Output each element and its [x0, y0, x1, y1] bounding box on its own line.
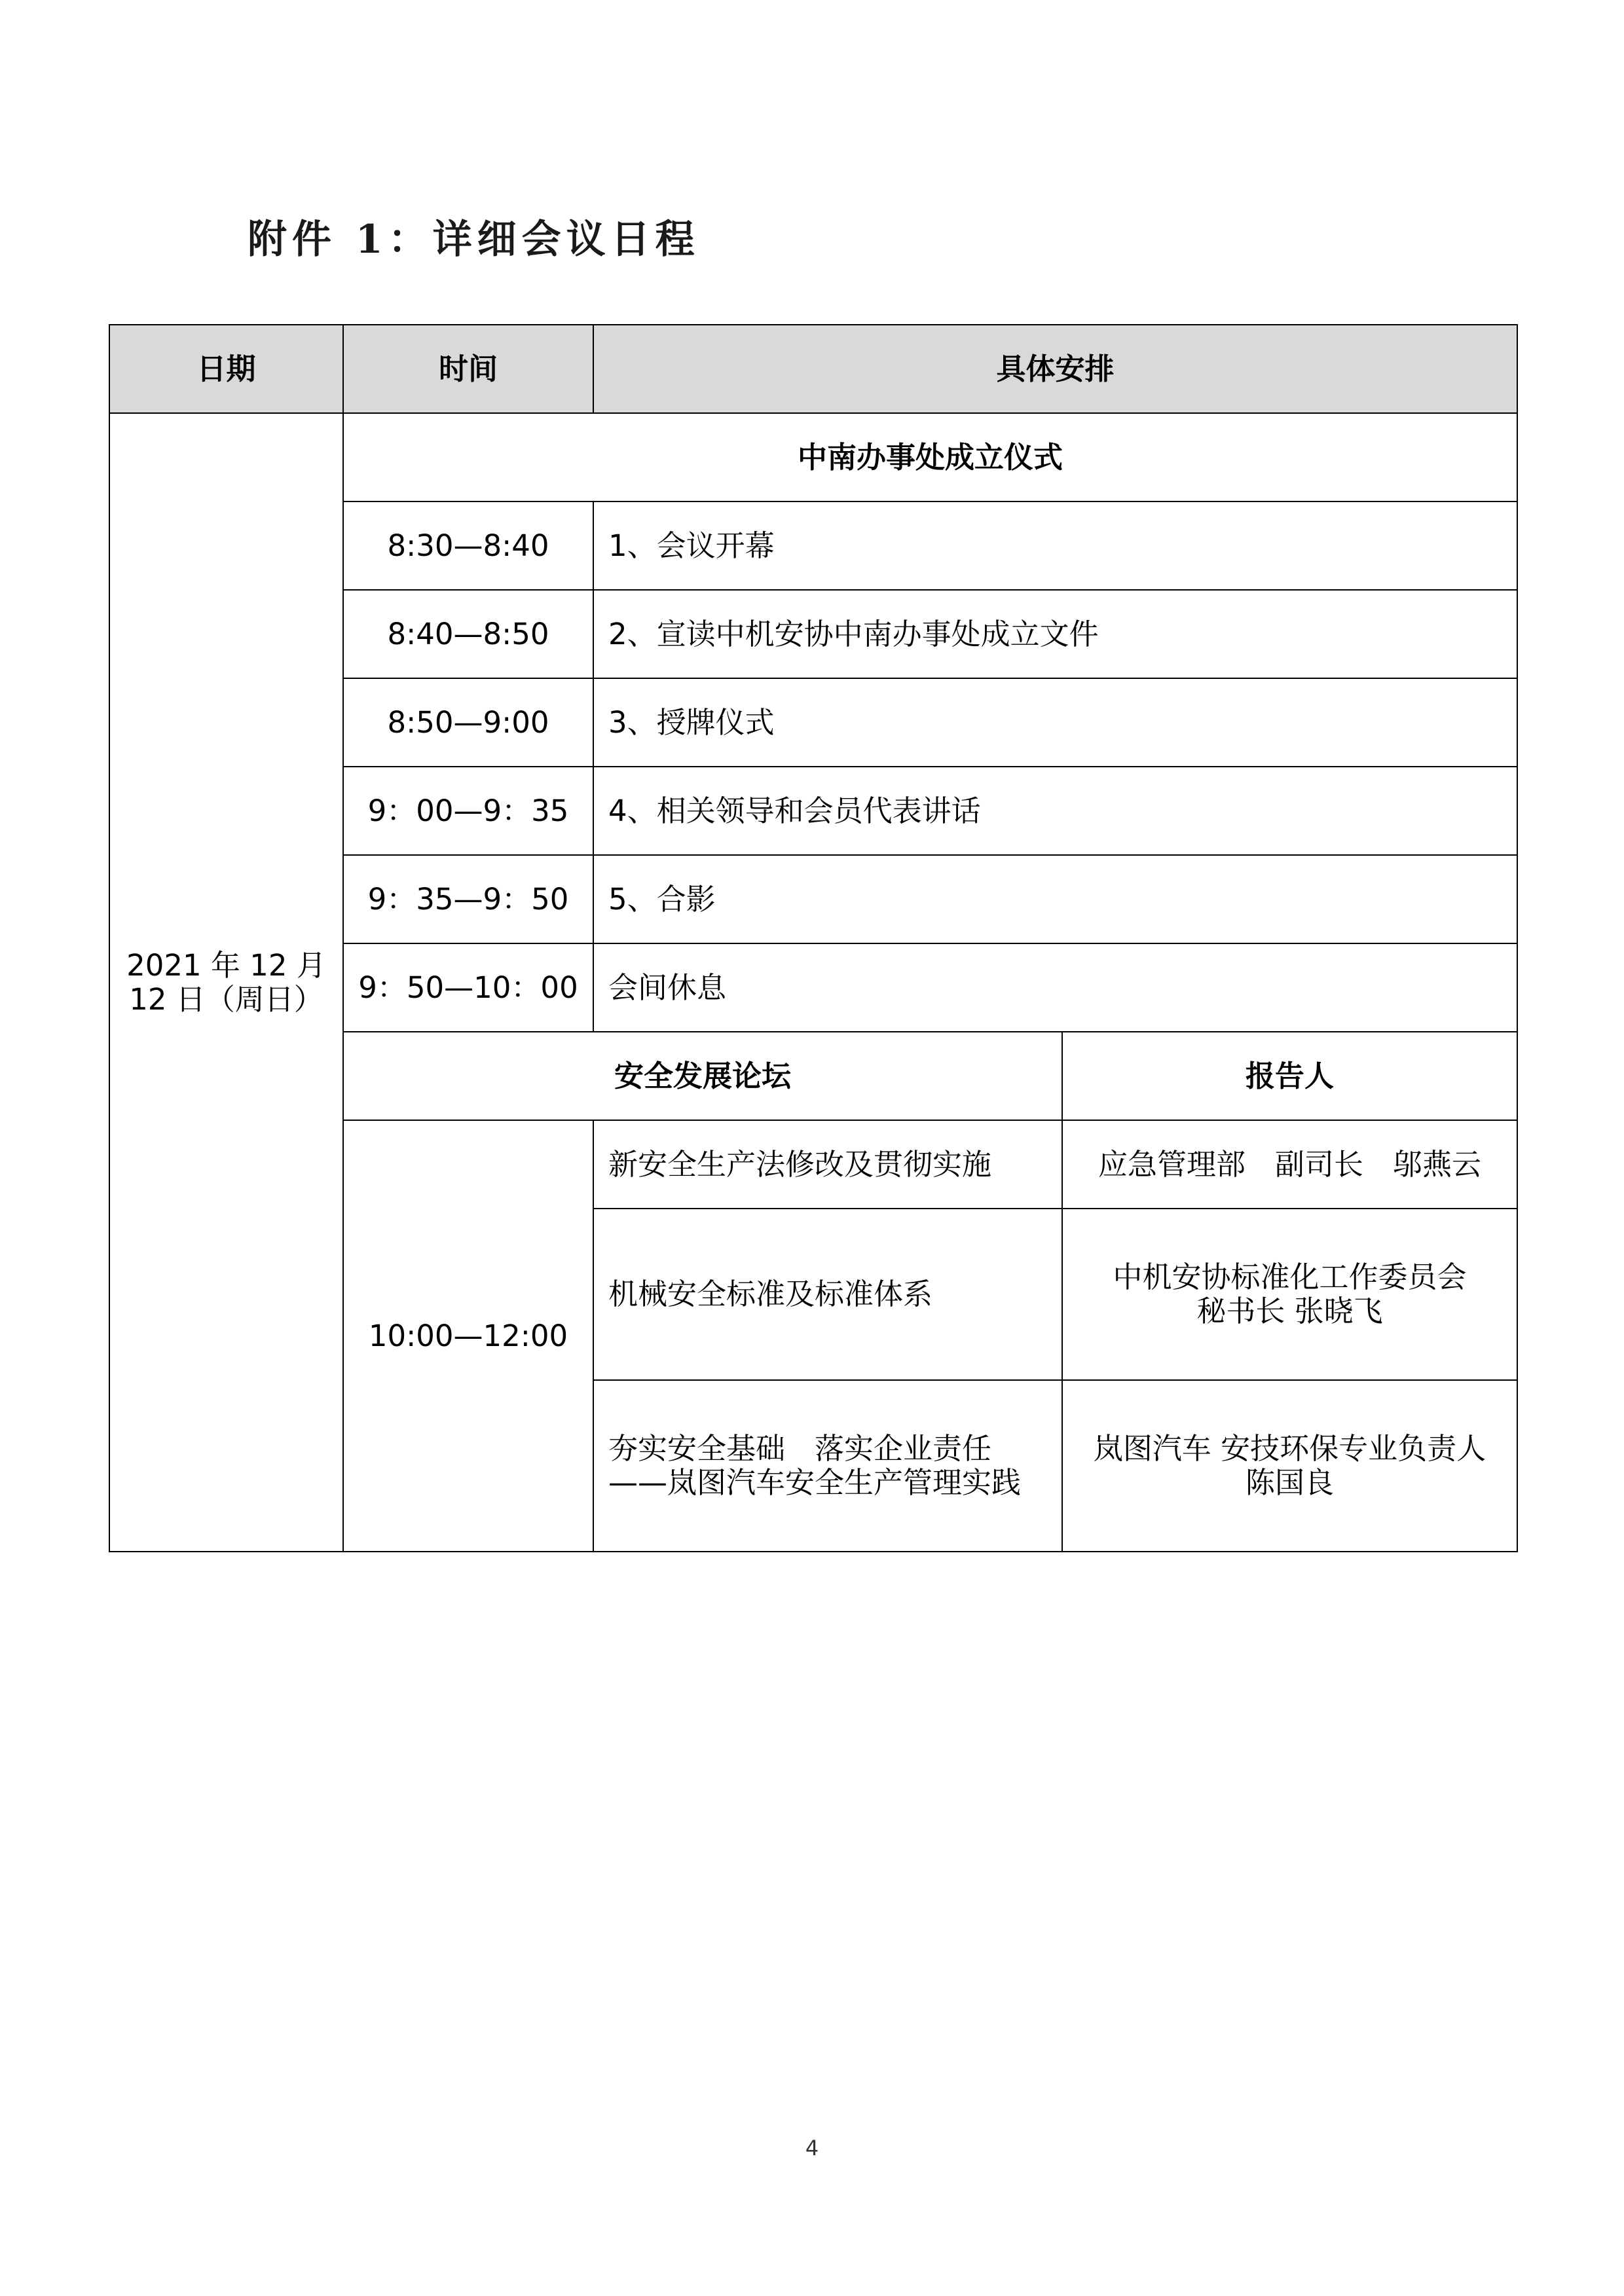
header-time: 时间	[343, 325, 593, 413]
talk-speaker: 应急管理部 副司长 邬燕云	[1062, 1120, 1517, 1209]
talk-topic: 机械安全标准及标准体系	[593, 1209, 1062, 1380]
agenda-item: 2、宣读中机安协中南办事处成立文件	[593, 590, 1517, 678]
forum-title: 安全发展论坛	[343, 1032, 1062, 1120]
speaker-header: 报告人	[1062, 1032, 1517, 1120]
agenda-item: 3、授牌仪式	[593, 678, 1517, 767]
agenda-table	[109, 324, 1518, 1552]
ceremony-title: 中南办事处成立仪式	[343, 413, 1517, 501]
agenda-item: 会间休息	[593, 943, 1517, 1032]
header-date: 日期	[109, 325, 343, 413]
topic-line-2: ——岚图汽车安全生产管理实践	[608, 1465, 1022, 1500]
date-line-1: 2021 年 12 月	[126, 947, 326, 983]
agenda-item: 5、合影	[593, 855, 1517, 943]
attachment-heading: 附件 1：详细会议日程	[248, 217, 700, 263]
speaker-line-2: 秘书长 张晓飞	[1196, 1294, 1383, 1328]
forum-time-cell: 10:00—12:00	[343, 1120, 593, 1552]
ceremony-title-row	[109, 413, 1517, 501]
date-cell	[109, 413, 343, 1552]
time-cell: 8:30—8:40	[343, 501, 593, 590]
talk-speaker	[1062, 1209, 1517, 1380]
speaker-line-2: 陈国良	[1246, 1465, 1335, 1500]
agenda-item: 4、相关领导和会员代表讲话	[593, 767, 1517, 855]
agenda-item: 1、会议开幕	[593, 501, 1517, 590]
talk-topic	[593, 1380, 1062, 1552]
time-cell: 8:50—9:00	[343, 678, 593, 767]
speaker-line-1: 中机安协标准化工作委员会	[1113, 1260, 1467, 1295]
header-row	[109, 325, 1517, 413]
header-detail: 具体安排	[593, 325, 1517, 413]
talk-speaker	[1062, 1380, 1517, 1552]
speaker-line-1: 岚图汽车 安技环保专业负责人	[1093, 1431, 1486, 1467]
time-cell: 9：50—10：00	[343, 943, 593, 1032]
date-line-2: 12 日（周日）	[129, 981, 323, 1017]
topic-line-1: 夯实安全基础 落实企业责任	[608, 1431, 992, 1467]
time-cell: 9：00—9：35	[343, 767, 593, 855]
talk-topic: 新安全生产法修改及贯彻实施	[593, 1120, 1062, 1209]
page-number: 4	[805, 2136, 819, 2160]
time-cell: 8:40—8:50	[343, 590, 593, 678]
time-cell: 9：35—9：50	[343, 855, 593, 943]
